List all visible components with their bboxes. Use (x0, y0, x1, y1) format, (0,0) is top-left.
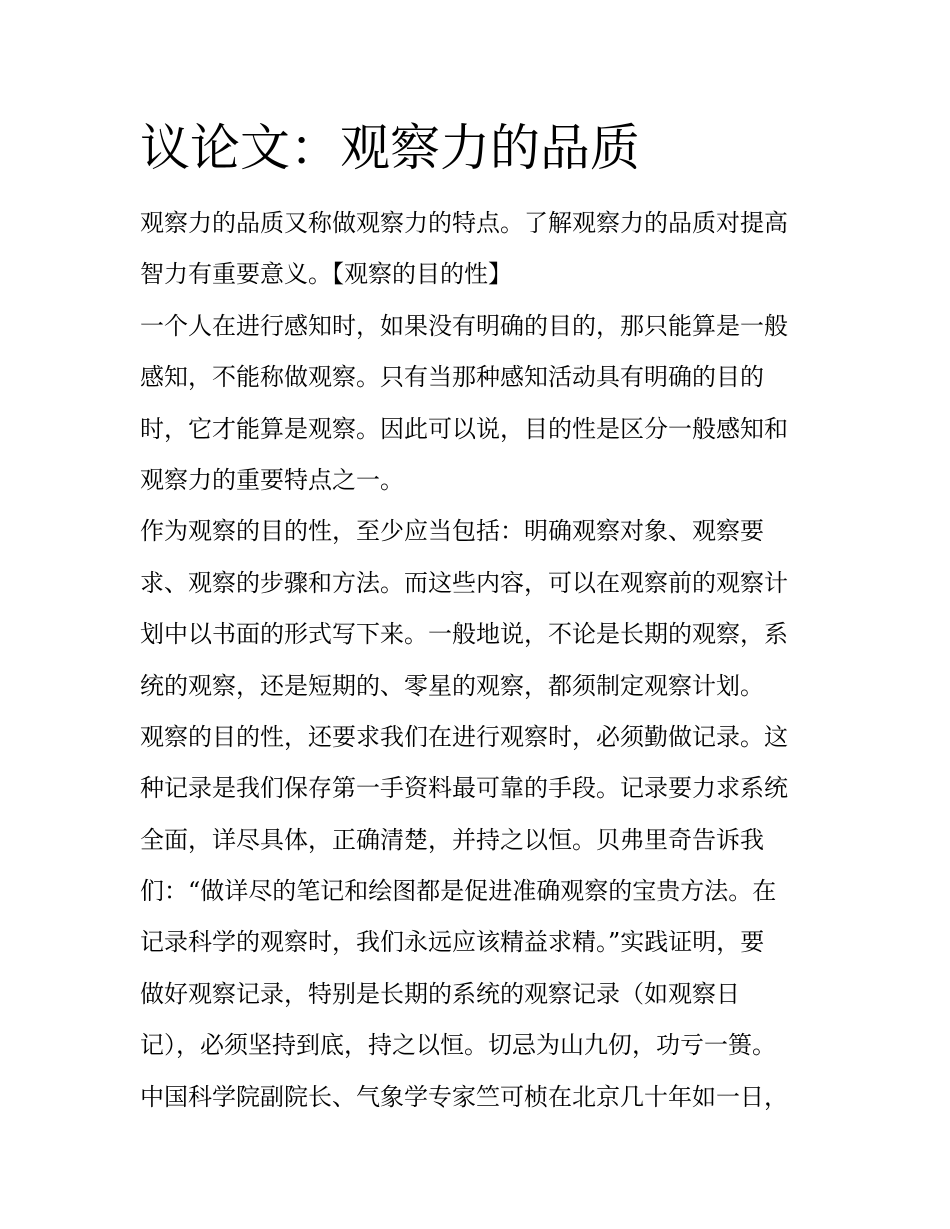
body-line-12: 种记录是我们保存第一手资料最可靠的手段。记录要力求系统 (140, 774, 788, 803)
body-line-11: 观察的目的性，还要求我们在进行观察时，必须勤做记录。这 (140, 722, 788, 751)
document-title: 议论文：观察力的品质 (140, 119, 640, 177)
body-line-1: 观察力的品质又称做观察力的特点。了解观察力的品质对提高 (140, 209, 788, 237)
document-body (140, 198, 820, 1123)
body-line-10: 统的观察，还是短期的、零星的观察，都须制定观察计划。 (140, 671, 764, 700)
body-line-4: 感知，不能称做观察。只有当那种感知活动具有明确的目的 (140, 363, 764, 392)
body-line-5: 时，它才能算是观察。因此可以说，目的性是区分一般感知和 (140, 414, 788, 443)
body-line-2: 智力有重要意义。【观察的目的性】 (140, 260, 512, 289)
body-line-7: 作为观察的目的性，至少应当包括：明确观察对象、观察要 (140, 517, 764, 546)
body-line-13: 全面，详尽具体，正确清楚，并持之以恒。贝弗里奇告诉我 (140, 825, 764, 854)
body-line-18: 中国科学院副院长、气象学专家竺可桢在北京几十年如一日， (140, 1082, 788, 1111)
body-line-15: 记录科学的观察时，我们永远应该精益求精。”实践证明，要 (140, 928, 765, 957)
body-line-14: 们：“做详尽的笔记和绘图都是促进准确观察的宝贵方法。在 (140, 877, 777, 906)
body-line-17: 记），必须坚持到底，持之以恒。切忌为山九仞，功亏一篑。 (140, 1031, 776, 1060)
body-line-9: 划中以书面的形式写下来。一般地说，不论是长期的观察，系 (140, 620, 788, 649)
body-line-3: 一个人在进行感知时，如果没有明确的目的，那只能算是一般 (140, 311, 788, 340)
body-line-8: 求、观察的步骤和方法。而这些内容，可以在观察前的观察计 (140, 568, 788, 597)
body-line-6: 观察力的重要特点之一。 (140, 465, 404, 494)
body-line-16: 做好观察记录，特别是长期的系统的观察记录（如观察日 (140, 979, 740, 1008)
